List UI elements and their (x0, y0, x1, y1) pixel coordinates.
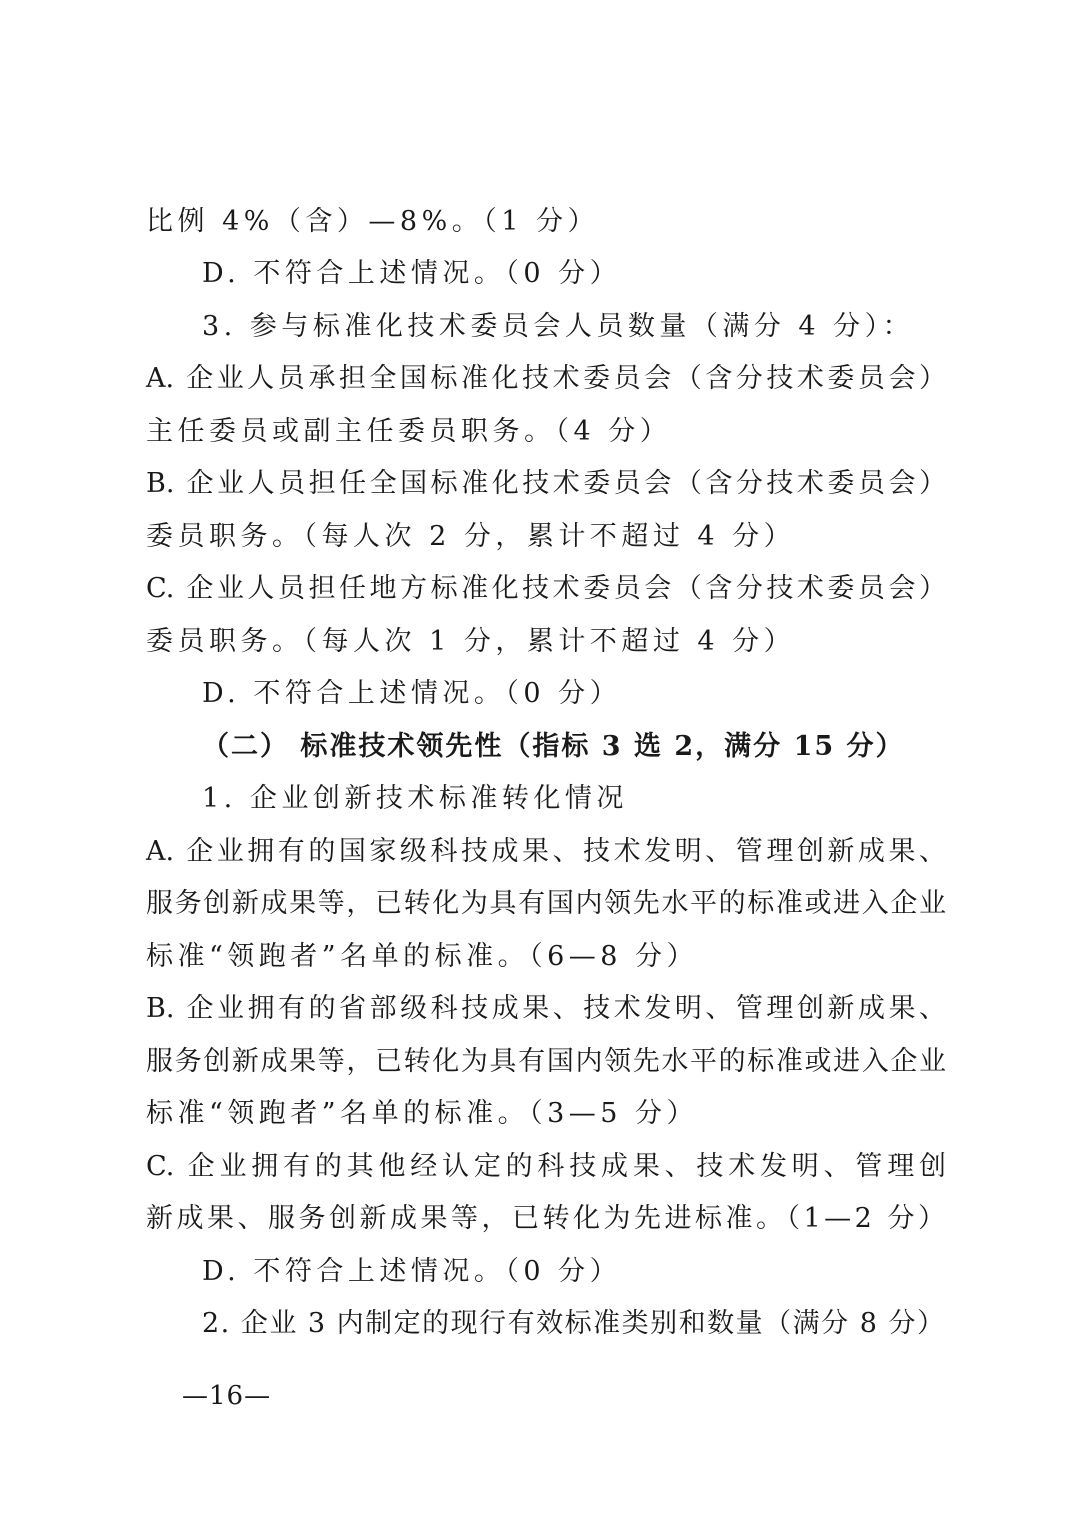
paragraph-line: B. 企业拥有的省部级科技成果、技术发明、管理创新成果、 (146, 993, 946, 1024)
paragraph-line: 新成果、服务创新成果等，已转化为先进标准。（1—2 分） (146, 1203, 949, 1234)
paragraph-line: 服务创新成果等，已转化为具有国内领先水平的标准或进入企业 (146, 1046, 946, 1077)
paragraph-line: 标准“领跑者”名单的标准。（3—5 分） (146, 1098, 699, 1129)
paragraph-line: D. 不符合上述情况。（0 分） (202, 1256, 622, 1287)
paragraph-line: C. 企业人员担任地方标准化技术委员会（含分技术委员会） (146, 573, 946, 604)
section-heading: （二） 标准技术领先性（指标 3 选 2，满分 15 分） (202, 731, 905, 762)
paragraph-line: C. 企业拥有的其他经认定的科技成果、技术发明、管理创 (146, 1151, 946, 1182)
paragraph-line: 2. 企业 3 内制定的现行有效标准类别和数量（满分 8 分） (202, 1308, 946, 1339)
paragraph-line: D. 不符合上述情况。（0 分） (202, 258, 622, 289)
paragraph-line: 1. 企业创新技术标准转化情况 (202, 783, 628, 814)
paragraph-line: A. 企业人员承担全国标准化技术委员会（含分技术委员会） (146, 363, 946, 394)
paragraph-line: 主任委员或副主任委员职务。（4 分） (146, 416, 672, 447)
paragraph-line: 比例 4%（含）—8%。（1 分） (146, 206, 600, 237)
paragraph-line: 标准“领跑者”名单的标准。（6—8 分） (146, 941, 699, 972)
paragraph-line: 委员职务。（每人次 1 分，累计不超过 4 分） (146, 626, 796, 657)
paragraph-line: B. 企业人员担任全国标准化技术委员会（含分技术委员会） (146, 468, 946, 499)
paragraph-line: 委员职务。（每人次 2 分，累计不超过 4 分） (146, 521, 796, 552)
paragraph-line: A. 企业拥有的国家级科技成果、技术发明、管理创新成果、 (146, 836, 946, 867)
paragraph-line: 3. 参与标准化技术委员会人员数量（满分 4 分）： (202, 311, 915, 342)
paragraph-line: 服务创新成果等，已转化为具有国内领先水平的标准或进入企业 (146, 888, 946, 919)
page-number: —16— (182, 1381, 272, 1411)
paragraph-line: D. 不符合上述情况。（0 分） (202, 678, 622, 709)
